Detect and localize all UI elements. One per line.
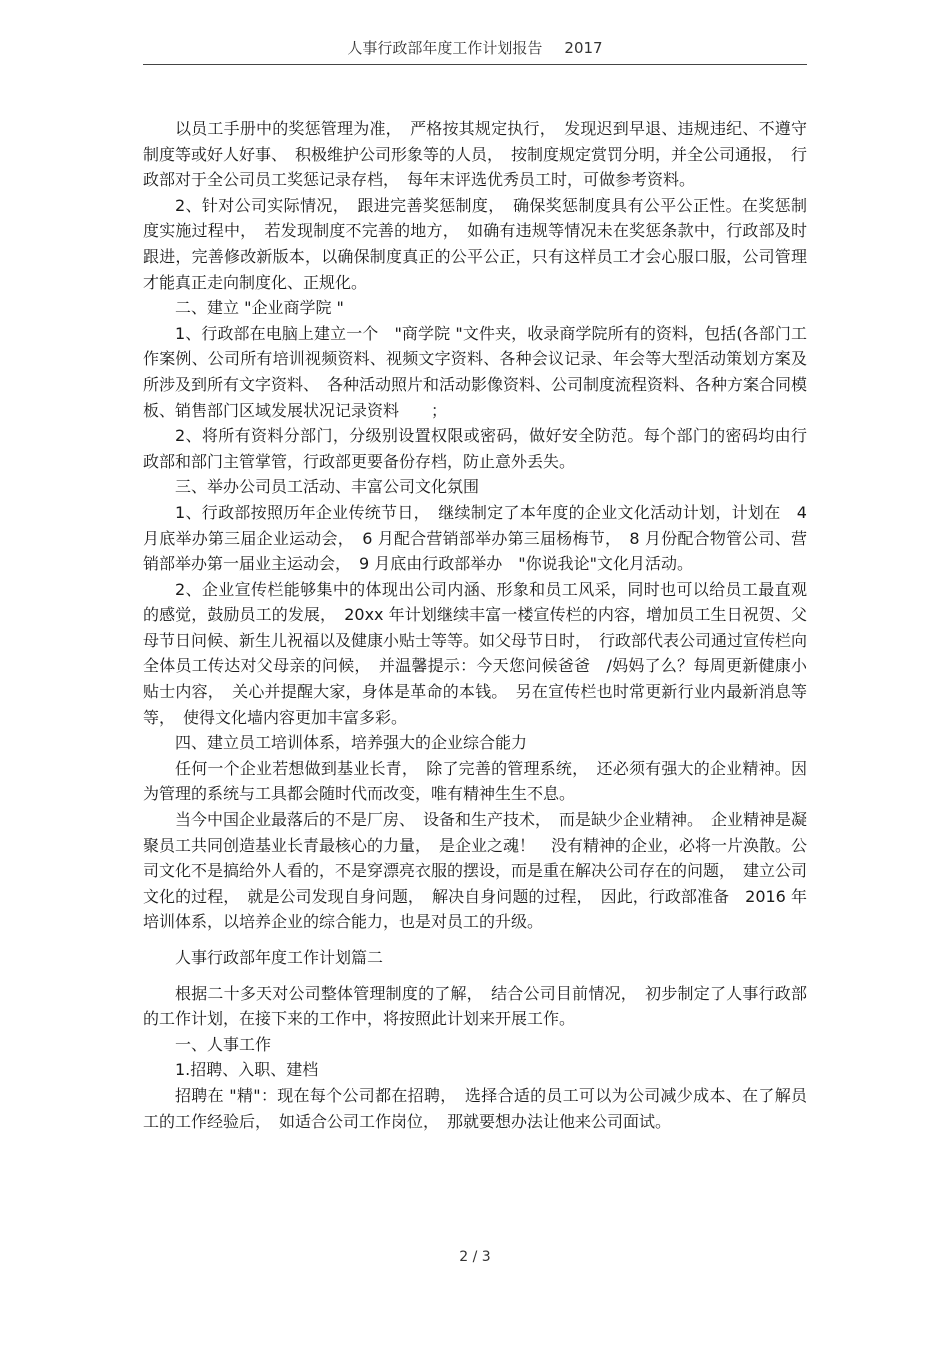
- section-heading: 一、人事工作: [175, 1034, 272, 1054]
- header-year: 2017: [564, 39, 603, 57]
- paragraph: 招聘在 "精"：现在每个公司都在招聘， 选择合适的员工可以为公司减少成本、在了解员工的工作经验后， 如适合公司工作岗位， 那就要想办法让他来公司面试。: [143, 1085, 807, 1131]
- page-header: [143, 34, 807, 65]
- paragraph: 2、企业宣传栏能够集中的体现出公司内涵、形象和员工风采，同时也可以给员工最直观的感觉，鼓励员工的发展， 20xx 年计划继续丰富一楼宣传栏的内容，增加员工生日祝贺、父母节日问候、新生儿祝福以及健康小贴士等等。如父母节日时， 行政部代表公司通过宣传栏向全体员工传达对父母亲的问候， 并温馨提示：今天您问候爸爸 /妈妈了么？每周更新健康小贴士内容， 关心并提醒大家，身体是革命的本钱。 另在宣传栏也时常更新行业内最新消息等等， 使得文化墙内容更加丰富多彩。: [143, 579, 808, 727]
- header-title: 人事行政部年度工作计划报告: [347, 39, 543, 57]
- paragraph: 当今中国企业最落后的不是厂房、 设备和生产技术， 而是缺少企业精神。 企业精神是凝聚员工共同创造基业长青最核心的力量， 是企业之魂！ 没有精神的企业，必将一片涣散。公司文化不是搞给外人看的，不是穿漂亮衣服的摆设，而是重在解决公司存在的问题， 建立公司文化的过程， 就是公司发现自身问题， 解决自身问题的过程， 因此，行政部准备 2016 年培训体系，以培养企业的综合能力，也是对员工的升级。: [143, 810, 808, 932]
- paragraph: 2、针对公司实际情况， 跟进完善奖惩制度， 确保奖惩制度具有公平公正性。在奖惩制度实施过程中， 若发现制度不完善的地方， 如确有违规等情况未在奖惩条款中，行政部及时跟进，完善修改新版本，以确保制度真正的公平公正，只有这样员工才会心服口服，公司管理才能真正走向制度化、正规化。: [143, 195, 807, 292]
- paragraph: 根据二十多天对公司整体管理制度的了解， 结合公司目前情况， 初步制定了人事行政部的工作计划，在接下来的工作中，将按照此计划来开展工作。: [143, 983, 807, 1029]
- page-number: 2 / 3: [459, 1249, 491, 1265]
- paragraph: 以员工手册中的奖惩管理为准， 严格按其规定执行， 发现迟到早退、违规违纪、不遵守制度等或好人好事、 积极维护公司形象等的人员， 按制度规定赏罚分明，并全公司通报， 行政部对于全公司员工奖惩记录存档， 每年末评选优秀员工时，可做参考资料。: [143, 119, 808, 190]
- section-heading: 三、举办公司员工活动、丰富公司文化氛围: [175, 477, 480, 497]
- paragraph: 1、行政部在电脑上建立一个 "商学院 "文件夹，收录商学院所有的资料，包括(各部门工作案例、公司所有培训视频资料、视频文字资料、各种会议记录、年会等大型活动策划方案及所涉及到所有文字资料、 各种活动照片和活动影像资料、公司制度流程资料、各种方案合同模板、销售部门区域发展状况记录资料 ；: [143, 323, 808, 420]
- paragraph: 2、将所有资料分部门，分级别设置权限或密码，做好安全防范。每个部门的密码均由行政部和部门主管掌管，行政部更要备份存档，防止意外丢失。: [143, 426, 807, 471]
- paragraph: 任何一个企业若想做到基业长青， 除了完善的管理系统， 还必须有强大的企业精神。因为管理的系统与工具都会随时代而改变，唯有精神生生不息。: [143, 758, 807, 804]
- document-body: [143, 116, 807, 1134]
- subsection-heading: 1.招聘、入职、建档: [175, 1060, 319, 1080]
- paragraph: 1、行政部按照历年企业传统节日， 继续制定了本年度的企业文化活动计划，计划在 4 月底举办第三届企业运动会， 6 月配合营销部举办第三届杨梅节， 8 月份配合物管公司、营销部举办第一届业主运动会， 9 月底由行政部举办 "你说我论"文化月活动。: [143, 502, 807, 574]
- section-heading: 四、建立员工培训体系，培养强大的企业综合能力: [175, 733, 528, 753]
- section-heading: 二、建立 "企业商学院 ": [175, 298, 344, 318]
- chapter-title: 人事行政部年度工作计划篇二: [175, 948, 384, 967]
